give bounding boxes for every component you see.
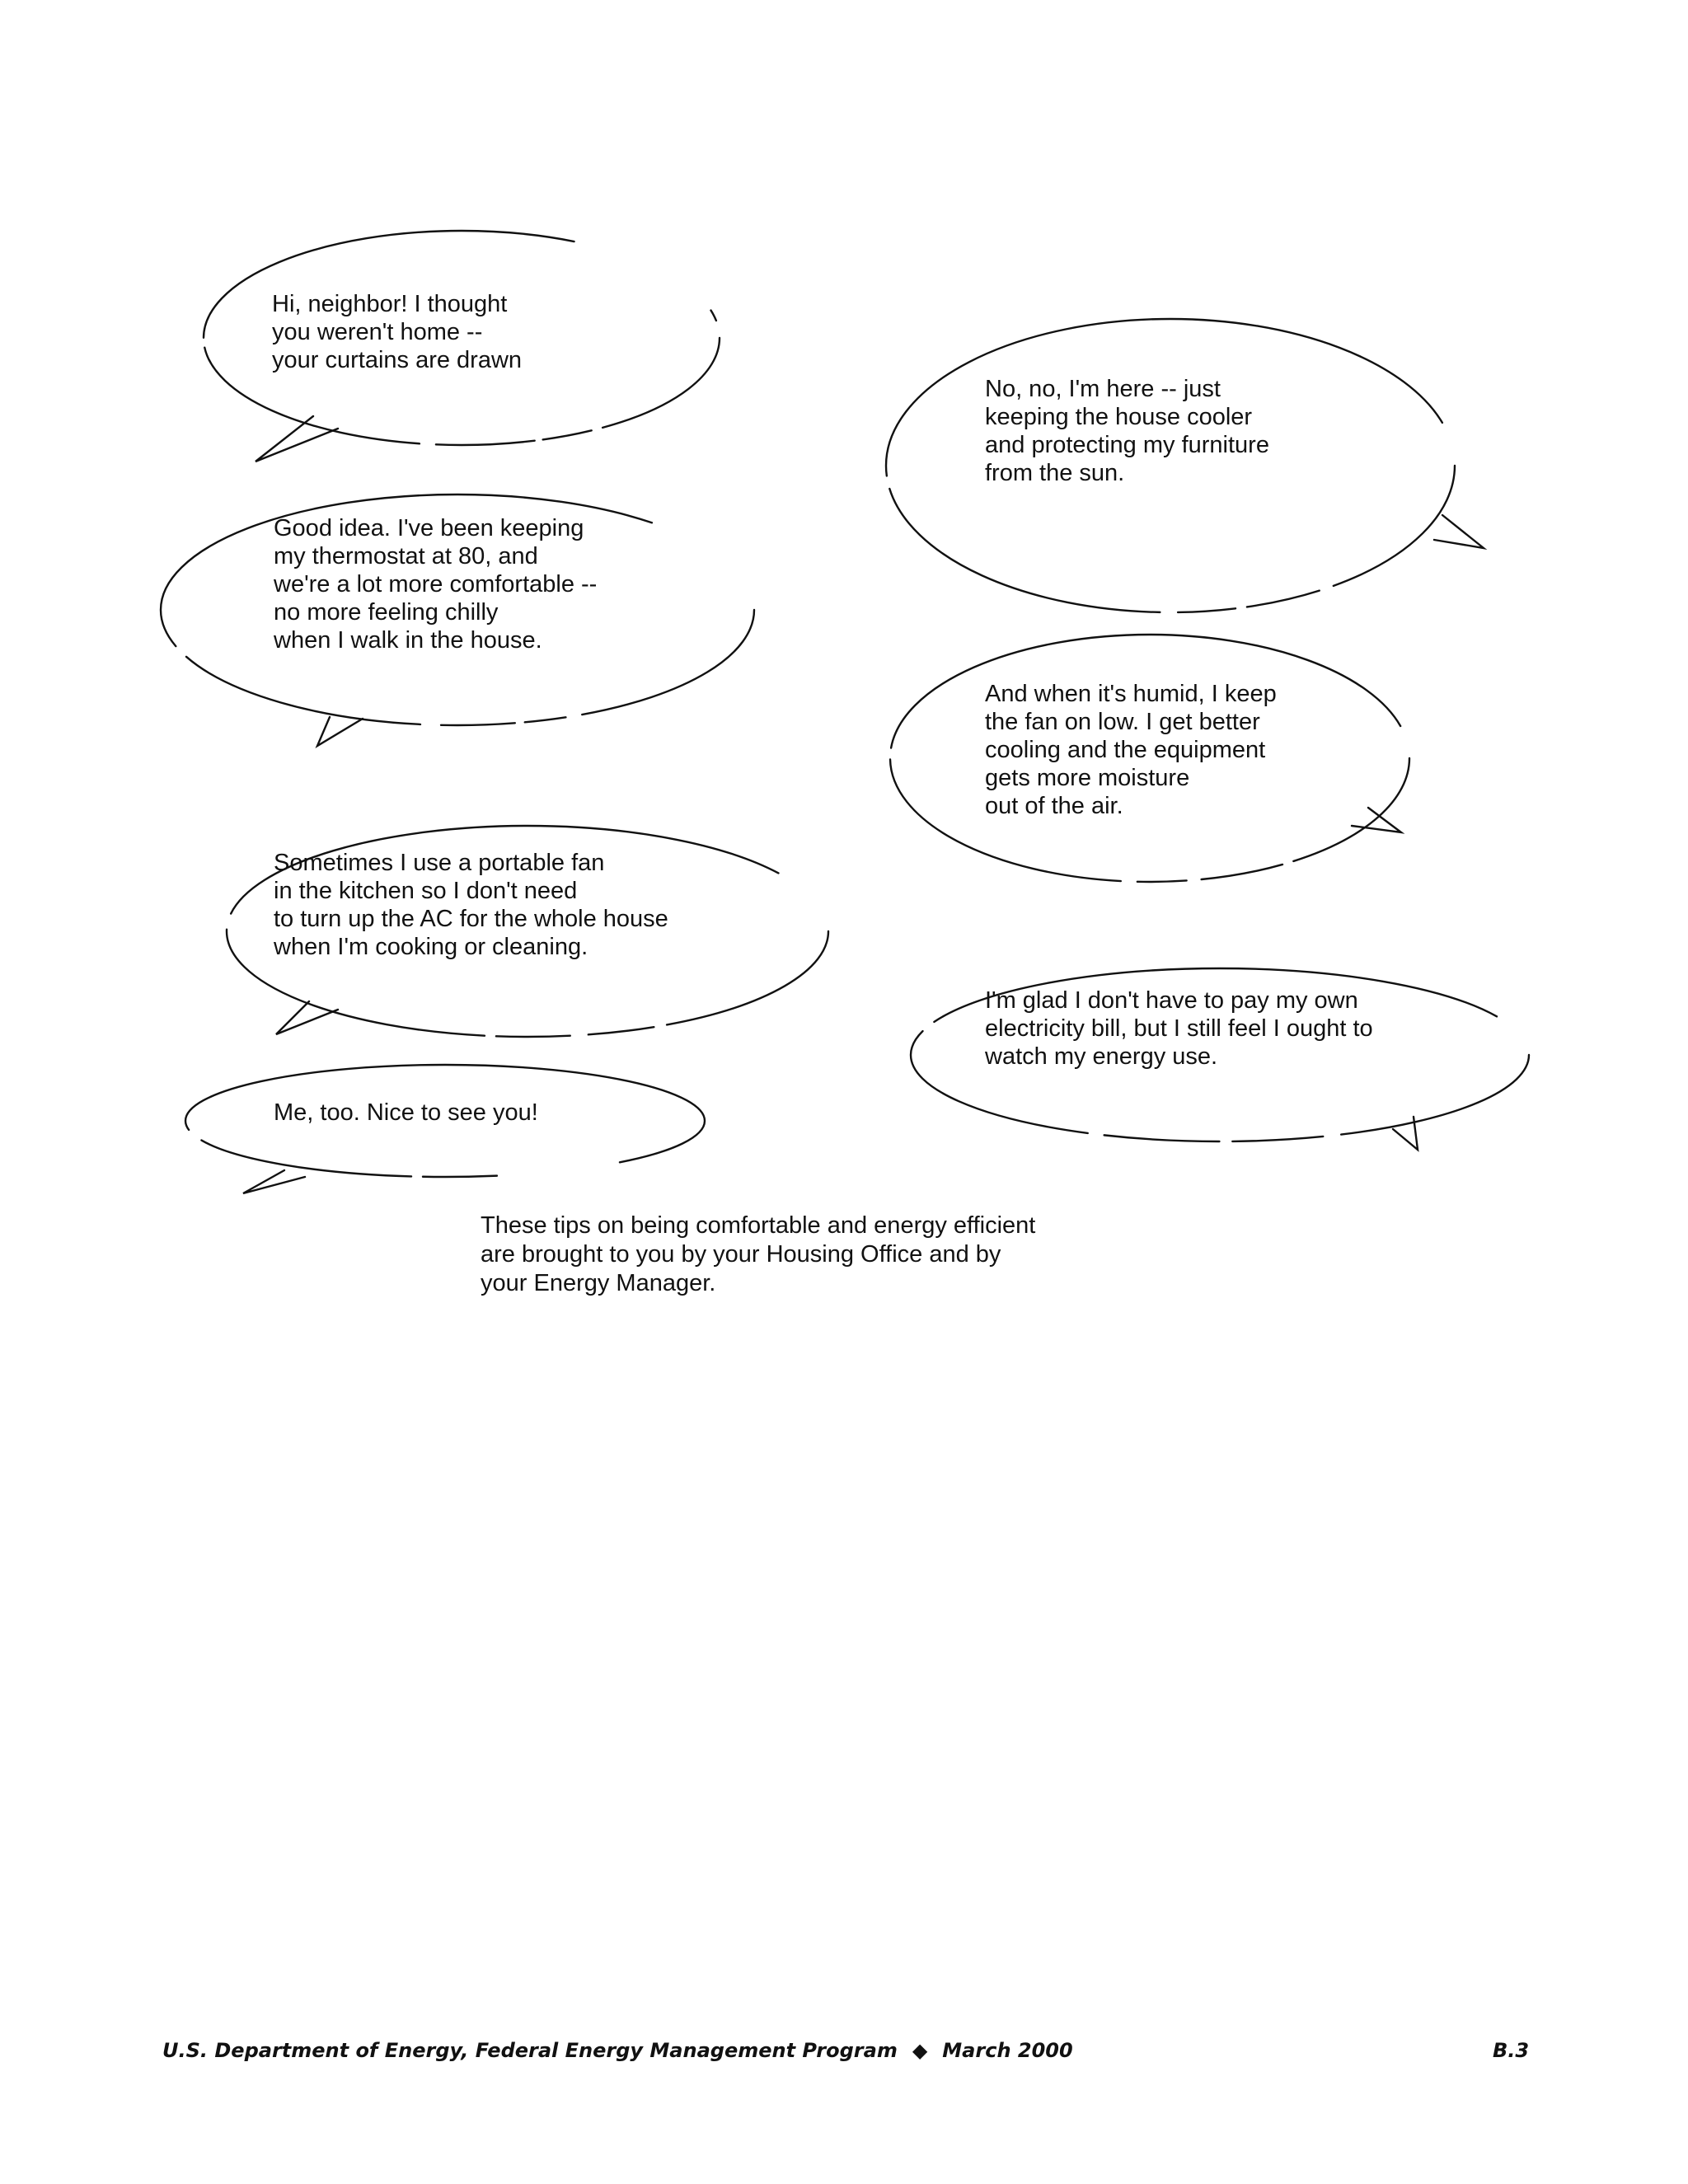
footer-date: March 2000	[942, 2039, 1073, 2062]
bubble-line: Hi, neighbor! I thought	[272, 291, 508, 317]
bubble-line: in the kitchen so I don't need	[274, 878, 578, 904]
bubble-line: we're a lot more comfortable --	[274, 571, 598, 598]
bubble-line: Sometimes I use a portable fan	[274, 850, 605, 876]
speech-bubble-text	[274, 849, 668, 961]
credit-note	[481, 1212, 1035, 1298]
bubble-line: from the sun.	[985, 460, 1125, 486]
credit-line: These tips on being comfortable and energy efficient	[481, 1212, 1036, 1239]
bubble-line: your curtains are drawn	[272, 347, 523, 373]
bubble-line: watch my energy use.	[985, 1043, 1218, 1070]
page-number: B.3	[1493, 2039, 1530, 2062]
bubble-line: when I'm cooking or cleaning.	[274, 934, 588, 960]
bubble-line: cooling and the equipment	[985, 737, 1266, 763]
credit-line: are brought to you by your Housing Office and by	[481, 1241, 1001, 1268]
bubble-line: Good idea. I've been keeping	[274, 515, 584, 541]
speech-bubble-text	[274, 514, 597, 654]
bubble-line: no more feeling chilly	[274, 599, 499, 626]
footer-publisher: U.S. Department of Energy, Federal Energy Management Program	[162, 2039, 898, 2062]
bubble-line: keeping the house cooler	[985, 404, 1253, 430]
bubble-line: my thermostat at 80, and	[274, 543, 538, 569]
bubble-line: and protecting my furniture	[985, 432, 1269, 458]
speech-bubble-text	[985, 987, 1373, 1071]
footer-publisher-line	[162, 2039, 1073, 2062]
bubble-line: the fan on low. I get better	[985, 709, 1260, 735]
speech-bubble-outline	[185, 1065, 705, 1193]
bubble-line: out of the air.	[985, 793, 1123, 819]
bubble-line: I'm glad I don't have to pay my own	[985, 987, 1358, 1014]
bubble-line: to turn up the AC for the whole house	[274, 906, 668, 932]
diamond-icon: ◆	[912, 2039, 928, 2062]
speech-bubble-text	[274, 1099, 538, 1127]
credit-line: your Energy Manager.	[481, 1270, 716, 1296]
speech-bubble-text	[272, 290, 522, 374]
bubble-line: And when it's humid, I keep	[985, 681, 1277, 707]
bubble-line: No, no, I'm here -- just	[985, 376, 1221, 402]
bubble-line: gets more moisture	[985, 765, 1190, 791]
speech-bubble-text	[985, 375, 1269, 487]
bubble-line: electricity bill, but I still feel I ought to	[985, 1015, 1373, 1042]
bubble-line: when I walk in the house.	[274, 627, 542, 654]
speech-bubble-text	[985, 680, 1277, 820]
bubble-line: you weren't home --	[272, 319, 483, 345]
bubble-line: Me, too. Nice to see you!	[274, 1099, 538, 1126]
